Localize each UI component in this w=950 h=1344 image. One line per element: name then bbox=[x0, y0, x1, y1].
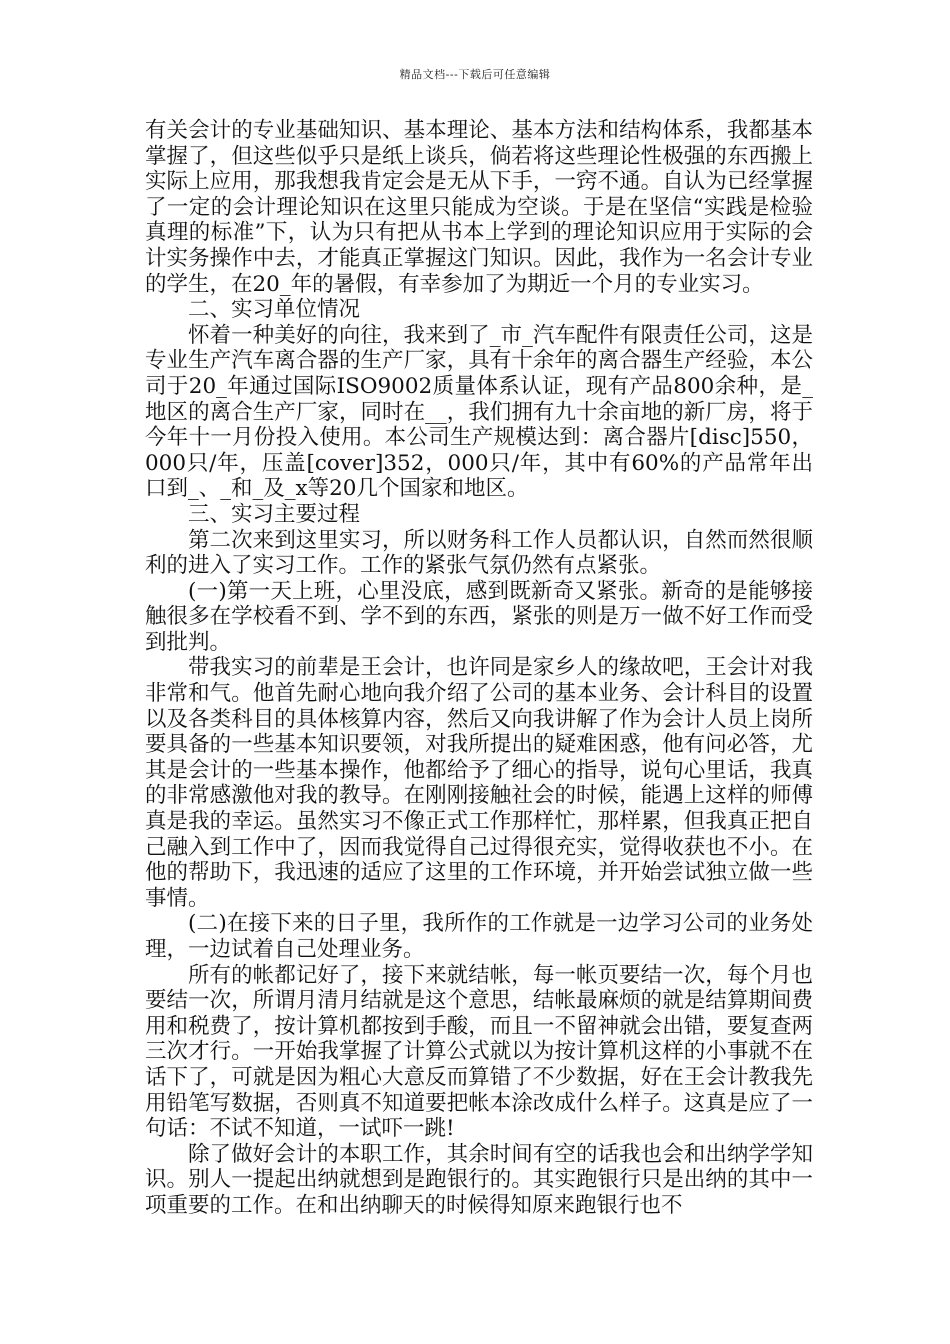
document-body bbox=[145, 118, 813, 1219]
paragraph-second-visit: 第二次来到这里实习，所以财务科工作人员都认识，自然而然很顺利的进入了实习工作。工作的紧张气氛仍然有点紧张。 bbox=[145, 527, 813, 579]
paragraph-company-description: 怀着一种美好的向往，我来到了_市_汽车配件有限责任公司，这是专业生产汽车离合器的生产厂家，具有十余年的离合器生产经验，本公司于20_年通过国际ISO9002质量体系认证，现有产品800余种，是_地区的离合生产厂家，同时在__，我们拥有九十余亩地的新厂房，将于今年十一月份投入使用。本公司生产规模达到：离合器片[disc]550，000只/年，压盖[cover]352，000只/年，其中有60%的产品常年出口到_、_和_及_x等20几个国家和地区。 bbox=[145, 322, 813, 502]
paragraph-first-day: (一)第一天上班，心里没底，感到既新奇又紧张。新奇的是能够接触很多在学校看不到、学不到的东西，紧张的则是万一做不好工作而受到批判。 bbox=[145, 578, 813, 655]
paragraph-cashier: 除了做好会计的本职工作，其余时间有空的话我也会和出纳学学知识。别人一提起出纳就想到是跑银行的。其实跑银行只是出纳的其中一项重要的工作。在和出纳聊天的时候得知原来跑银行也不 bbox=[145, 1141, 813, 1218]
paragraph-closing-accounts: 所有的帐都记好了，接下来就结帐，每一帐页要结一次，每个月也要结一次，所谓月清月结就是这个意思，结帐最麻烦的就是结算期间费用和税费了，按计算机都按到手酸，而且一不留神就会出错，要复查两三次才行。一开始我掌握了计算公式就以为按计算机这样的小事就不在话下了，可就是因为粗心大意反而算错了不少数据，好在王会计教我先用铅笔写数据，否则真不知道要把帐本涂改成什么样子。这真是应了一句话：不试不知道，一试吓一跳! bbox=[145, 962, 813, 1142]
page-header: 精品文档---下载后可任意编辑 bbox=[399, 68, 551, 81]
paragraph-following-days: (二)在接下来的日子里，我所作的工作就是一边学习公司的业务处理，一边试着自己处理业务。 bbox=[145, 911, 813, 962]
paragraph-mentor: 带我实习的前辈是王会计，也许同是家乡人的缘故吧，王会计对我非常和气。他首先耐心地向我介绍了公司的基本业务、会计科目的设置以及各类科目的具体核算内容，然后又向我讲解了作为会计人员上岗所要具备的一些基本知识要领，对我所提出的疑难困惑，他有问必答，尤其是会计的一些基本操作，他都给予了细心的指导，说句心里话，我真的非常感激他对我的教导。在刚刚接触社会的时候，能遇上这样的师傅真是我的幸运。虽然实习不像正式工作那样忙，那样累，但我真正把自己融入到工作中了，因而我觉得自己过得很充实，觉得收获也不小。在他的帮助下，我迅速的适应了这里的工作环境，并开始尝试独立做一些事情。 bbox=[145, 655, 813, 911]
section-heading-main-process: 三、实习主要过程 bbox=[188, 501, 361, 527]
section-heading-internship-unit: 二、实习单位情况 bbox=[188, 297, 361, 323]
paragraph-intro-continued: 有关会计的专业基础知识、基本理论、基本方法和结构体系，我都基本掌握了，但这些似乎只是纸上谈兵，倘若将这些理论性极强的东西搬上实际上应用，那我想我肯定会是无从下手，一窍不通。自认为已经掌握了一定的会计理论知识在这里只能成为空谈。于是在坚信“实践是检验真理的标准”下，认为只有把从书本上学到的理论知识应用于实际的会计实务操作中去，才能真正掌握这门知识。因此，我作为一名会计专业的学生，在20_年的暑假，有幸参加了为期近一个月的专业实习。 bbox=[145, 118, 813, 297]
